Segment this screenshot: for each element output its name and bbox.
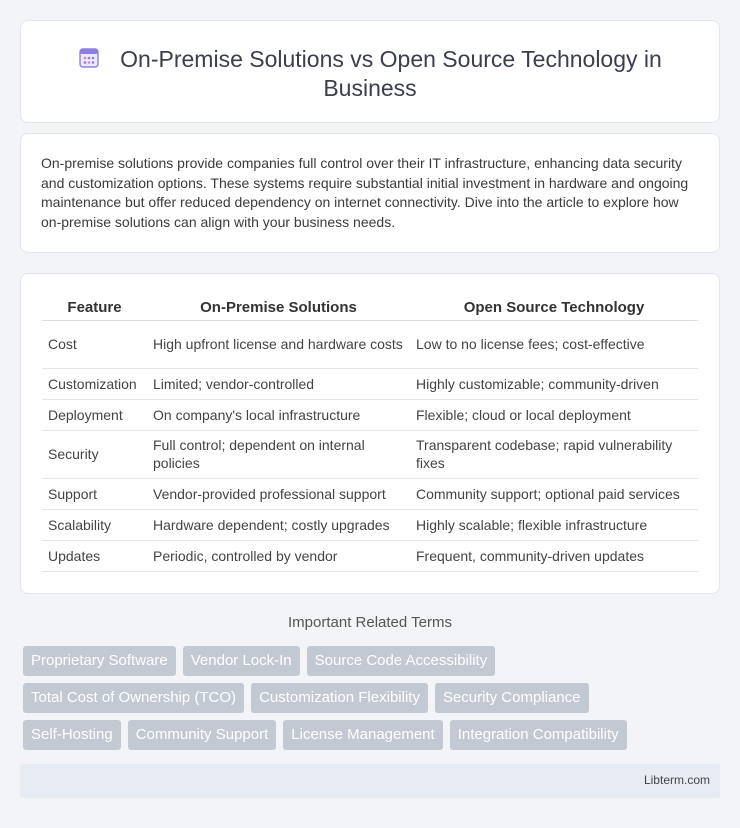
feature-cell: Support — [42, 478, 147, 509]
open-source-cell: Highly scalable; flexible infrastructure — [410, 509, 698, 540]
table-row — [42, 430, 698, 478]
footer-site-link[interactable]: Libterm.com — [643, 773, 710, 787]
intro-paragraph: On-premise solutions provide companies full control over their IT infrastructure, enhancing data security and customization options. These systems require substantial initial investment in hardware and ongoing maintenance but offer reduced dependency on internet connectivity. Dive into the article to explore how on-premise solutions can align with your business needs. — [41, 155, 689, 230]
table-row — [42, 399, 698, 430]
feature-cell: Cost — [42, 320, 147, 368]
open-source-cell: Low to no license fees; cost-effective — [410, 320, 698, 368]
comparison-table — [42, 296, 698, 572]
tag-proprietary-software[interactable]: Proprietary Software — [23, 646, 176, 676]
comparison-table-card — [20, 273, 720, 594]
tag-source-code-accessibility[interactable]: Source Code Accessibility — [307, 646, 496, 676]
tag-integration-compatibility[interactable]: Integration Compatibility — [450, 720, 627, 750]
page-title-row — [21, 45, 719, 103]
feature-cell: Scalability — [42, 509, 147, 540]
tag-row — [23, 720, 723, 750]
tag-total-cost-of-ownership[interactable]: Total Cost of Ownership (TCO) — [23, 683, 244, 713]
tag-row — [23, 646, 723, 676]
footer-bar — [20, 764, 720, 798]
open-source-cell: Highly customizable; community-driven — [410, 368, 698, 399]
tag-security-compliance[interactable]: Security Compliance — [435, 683, 589, 713]
related-terms-tags — [23, 646, 723, 757]
tag-license-management[interactable]: License Management — [283, 720, 442, 750]
open-source-cell: Community support; optional paid services — [410, 478, 698, 509]
feature-cell: Updates — [42, 540, 147, 571]
tag-row — [23, 683, 723, 713]
table-row — [42, 320, 698, 368]
on-premise-cell: Periodic, controlled by vendor — [147, 540, 410, 571]
open-source-cell: Transparent codebase; rapid vulnerability fixes — [410, 430, 698, 478]
table-row — [42, 540, 698, 571]
page-title: On-Premise Solutions vs Open Source Technology in Business — [120, 46, 662, 101]
table-row — [42, 509, 698, 540]
tag-self-hosting[interactable]: Self-Hosting — [23, 720, 121, 750]
on-premise-cell: Full control; dependent on internal policies — [147, 430, 410, 478]
tag-vendor-lock-in[interactable]: Vendor Lock-In — [183, 646, 300, 676]
related-terms-heading: Important Related Terms — [288, 614, 452, 631]
tag-customization-flexibility[interactable]: Customization Flexibility — [251, 683, 428, 713]
on-premise-cell: Hardware dependent; costly upgrades — [147, 509, 410, 540]
table-header-row — [42, 296, 698, 320]
table-row — [42, 368, 698, 399]
header-card — [20, 20, 720, 123]
open-source-cell: Flexible; cloud or local deployment — [410, 399, 698, 430]
tag-community-support[interactable]: Community Support — [128, 720, 277, 750]
header-feature: Feature — [42, 296, 147, 320]
header-on-premise: On-Premise Solutions — [147, 296, 410, 320]
on-premise-cell: On company's local infrastructure — [147, 399, 410, 430]
open-source-cell: Frequent, community-driven updates — [410, 540, 698, 571]
header-open-source: Open Source Technology — [410, 296, 698, 320]
on-premise-cell: High upfront license and hardware costs — [147, 320, 410, 368]
feature-cell: Security — [42, 430, 147, 478]
calendar-grid-icon — [78, 47, 100, 69]
feature-cell: Customization — [42, 368, 147, 399]
on-premise-cell: Limited; vendor-controlled — [147, 368, 410, 399]
table-row — [42, 478, 698, 509]
on-premise-cell: Vendor-provided professional support — [147, 478, 410, 509]
intro-card — [20, 133, 720, 253]
feature-cell: Deployment — [42, 399, 147, 430]
